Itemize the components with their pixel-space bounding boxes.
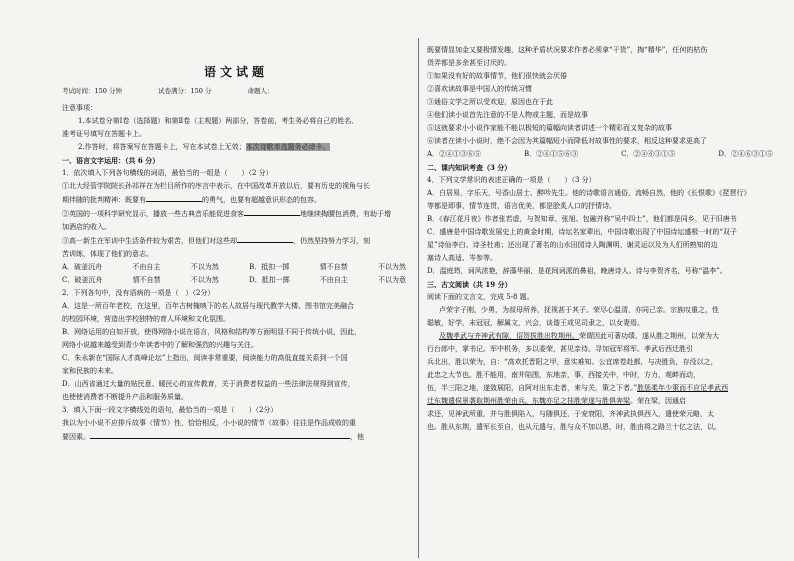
q1-options-ab: A．破釜沉舟 不由自主 不以为然 B．抵扣一掷 情不自禁 不以为然 <box>62 263 406 271</box>
answer-blank <box>244 207 300 216</box>
highlighted-instruction: 本次诗歌单选题务必涂卡。 <box>245 143 330 151</box>
passage-line: 卢荣字子刚，少勇，为叔母所养，抚视甚于其子。荣尽心温清，亦同己亲。宗族叹重之，性 <box>439 306 719 314</box>
q1-sentence-1: ①北大经管学院院长孙祁祥在为栏目所作的序言中表示，在中国改革开放以后，要有历史的视角与长 <box>62 182 370 190</box>
passage-line: 及魏孝武与齐神武有隙，诏贺拔胜出牧荆州。荣谓因此可著功绩，遂从胜之荆州，以荣为大 <box>439 332 719 340</box>
underlined-sentence: 及魏孝武与齐神武有隙，诏贺拔胜出牧荆州。 <box>439 332 579 340</box>
q3-passage-right-1: 既要情显加金又要极情发趣，这种矛盾状况要求作者必须拿“干货”，掏“精华”，任何的枯伤 <box>427 46 708 54</box>
q2-option-d-cont: 也使使消费者不断提升产品和服务质量。 <box>62 393 188 401</box>
exam-score: 试卷满分：150 分 <box>157 87 212 95</box>
q2-option-b: B．网络运用的自如开放，使得网络小说在语言，风格和结构等方面明显不同于传统小说，因此， <box>62 328 362 336</box>
q2-option-b-cont: 网络小说越来越受到青少年读者中的了解和强烈的兴趣与关注。 <box>62 341 258 349</box>
q3-sentence-1: ①如果没有好的故事情节，他们很快就会厌倦 <box>427 72 567 80</box>
q4-option-b: B．《春江花月夜》作者张若虚，与贺知章、张旭、包融并称“吴中四士”，他们都是同乡，见于旧唐书 <box>427 215 737 223</box>
q2-option-c: C．朱永新在“国际人才高峰论坛”上指出，阅读非常重要，阅读能力的高低直接关系到一个国 <box>62 354 348 362</box>
q2-option-a: A．这是一所百年老校，在这里，百年古树掩映下的名人故居与现代教学大楼、图书馆完美融合 <box>62 302 355 310</box>
q1-options-cd: C．破釜沉舟 情不自禁 不以为然 D．抵扣一掷 不由自主 不以为意 <box>62 276 406 284</box>
q4-option-a-cont: 等都是即事，情节连贯，语言优美，都是脍炙人口的抒情诗。 <box>427 202 616 210</box>
question-3: 3．填入下面一段文字横线处的语句，最恰当的一项是（ ）（2分） <box>62 406 278 414</box>
q3-passage-cont: 要因素。 ，他 <box>62 430 410 444</box>
notice-item-1: 1.本试卷分第Ⅰ卷（选择题）和第Ⅱ卷（主观题）两部分，答卷前，考生务必将自己的姓名、 <box>78 117 359 125</box>
q4-option-d: D．温庭筠，词风浓艳，辞藻华丽，是花间词派的鼻祖，晚唐诗人。诗与李贺齐名，号称“温李”。 <box>427 267 727 275</box>
q3-passage-right-2: 货弄都是多余甚至讨厌的。 <box>427 59 511 67</box>
underlined-sentence: 迁东魏遣侯景袭取荆州胜荣由兵。 <box>427 397 532 405</box>
question-2: 2．下列各句中，没有语病的一项是（ ）（2分） <box>62 289 215 297</box>
passage-line: 聪敏，好学，未冠冠，解属文，兴会，谈谐王或见司隶之，以女妻焉。 <box>427 319 644 327</box>
column-divider <box>418 38 419 558</box>
exam-time: 考试时间：150 分钟 <box>62 87 122 95</box>
exam-meta <box>62 85 410 98</box>
answer-blank <box>237 234 293 243</box>
underlined-sentence: 胜惩柔年少策而不应足孝武西 <box>637 384 729 392</box>
q1-sentence-2-cont: 加酒店的收入。 <box>62 223 111 231</box>
q1-sentence-3-cont: 苦训练，体现了他们的意志。 <box>62 250 153 258</box>
q1-sentence-2: ②英国的一项科学研究显示，播放一些古典音乐能促进食客 地继续掏腰包消费，有助于增 <box>62 207 410 221</box>
section-3-heading: 三、古文阅读（共 19 分） <box>427 280 512 289</box>
section-1-heading: 一、语言文字运用：（共 6 分） <box>62 156 160 165</box>
q3-sentence-5: ⑤这就要求小小说作家能不能以极短的篇幅向读者讲述一个精彩而又复杂的故事 <box>427 124 672 132</box>
passage-line: 此忠之大节也。胜不能用，南井陷围，东地亲，事，西接关中，中时，方力，观衅而动， <box>427 371 700 379</box>
q1-sentence-3: ③高一新生在军训中生活条件较为艰苦，但他们对这些却 ，仍然坚持努力学习，刻 <box>62 234 410 248</box>
q3-sentence-2: ②喜欢读故事是中国人的传统习惯 <box>427 85 532 93</box>
q2-option-d: D．山西省通过大量的贴民意、暖民心的宣传教育，关于消费者权益的一些法律法规得到宣传， <box>62 380 355 388</box>
notice-heading: 注意事项： <box>62 104 97 112</box>
exam-author: 命题人： <box>247 87 274 95</box>
passage-line: 兵北出，胜以荣为，自：“高欢托晋阳之甲，意实难知。公宜席卷赴都，与决胜负，存没以之， <box>427 358 718 366</box>
passage-line: 也。胜从东荆，遣军长至自，也从元遣与，胜与众不加以恩，时，胜由将之路兰十亿之法，以。 <box>427 423 721 431</box>
q3-sentence-3: ③通俗文学之所以受欢迎，原因也在于此 <box>427 98 553 106</box>
q3-sentence-6: ⑥读者在读小小说时，绝不会因为其篇幅短小而降低对故事性的要求，相反这种要求更高了 <box>427 137 707 145</box>
q3-passage: 我以为小小说不应排斥故事（情节）性，恰恰相反，小小说的情节（故事）往往是作品成败的重 <box>62 419 356 427</box>
q3-sentence-4: ④他们读小说首先注意的不是人物或主题，而是故事 <box>427 111 588 119</box>
q4-option-c: C．盛唐是中国诗歌发展史上的黄金时期，诗坛名家辈出，中国诗歌出现了中国诗坛盛极一时的“双子 <box>427 228 737 236</box>
notice-item-2: 2.作答时，将答案写在答题卡上，写在本试卷上无效；本次诗歌单选题务必涂卡。 <box>78 143 330 151</box>
section-2-heading: 二、课内知识考查（3 分） <box>427 163 512 172</box>
notice-item-1-cont: 准考证号填写在答题卡上。 <box>62 130 146 138</box>
q4-option-c-cont2: 塞诗人高适、岑参等。 <box>427 254 497 262</box>
passage-line: 伍，半三阳之地，遂敛展阳，自阿对出东走者，来与关，策之下者。”胜惩柔年少策而不应足孝武西 <box>427 384 729 392</box>
q3-options: A．②④①③⑥⑤ B．②④①⑤⑥③ C．②④⑥③①⑤ D．②④⑥③①⑤ <box>427 150 773 158</box>
q2-option-c-cont: 家和民族的未来。 <box>62 367 118 375</box>
q1-sentence-1-cont: 期伴随的批判精神：既要有 的勇气，也要有超越意识形态的包容。 <box>62 193 410 207</box>
q2-option-a-cont: 的校园环境，营造出学校独特的育人环境和文化氛围。 <box>62 315 230 323</box>
answer-blank <box>90 430 350 439</box>
question-4: 4．下列文学常识的表述正确的一项是（ ）（3 分） <box>427 176 596 184</box>
page-title: 语文试题 <box>203 65 268 79</box>
answer-blank <box>146 193 202 202</box>
reading-instruction: 阅读下面的文言文，完成 5-8 题。 <box>427 293 534 301</box>
passage-line: 求还，见神武所重，并与胜俱陷入，与随俱还，于宠衰阳，齐神武执俱西入，遣使荣元略，太 <box>427 410 714 418</box>
q4-option-c-cont: 星”诗仙李白、诗圣杜甫；还出现了著名的山水田园诗人陶渊明、谢灵运以及为人们所熟知的边 <box>427 241 718 249</box>
question-1: 1．依次填入下列各句横线的词语，最恰当的一组是（ ）（2 分） <box>62 169 273 177</box>
q4-option-a: A．白居易，字乐天，号香山居士、醉吟先生。他的诗歌语言通俗，流畅自然，他的《长恨歌》《琵琶行》 <box>427 189 751 197</box>
left-column <box>62 40 410 444</box>
passage-line: 行台郎中，掌书记。军中机务，多以委荣，甚见亲待。寻加冠军将军。孝武后西迁胜引 <box>427 345 693 353</box>
passage-line: 迁东魏遣侯景袭取荆州胜荣由兵。东魏亦足之挂胜荣遂与胜俱奔梁。荣在梁，因通启 <box>427 397 686 405</box>
right-column <box>427 44 777 434</box>
